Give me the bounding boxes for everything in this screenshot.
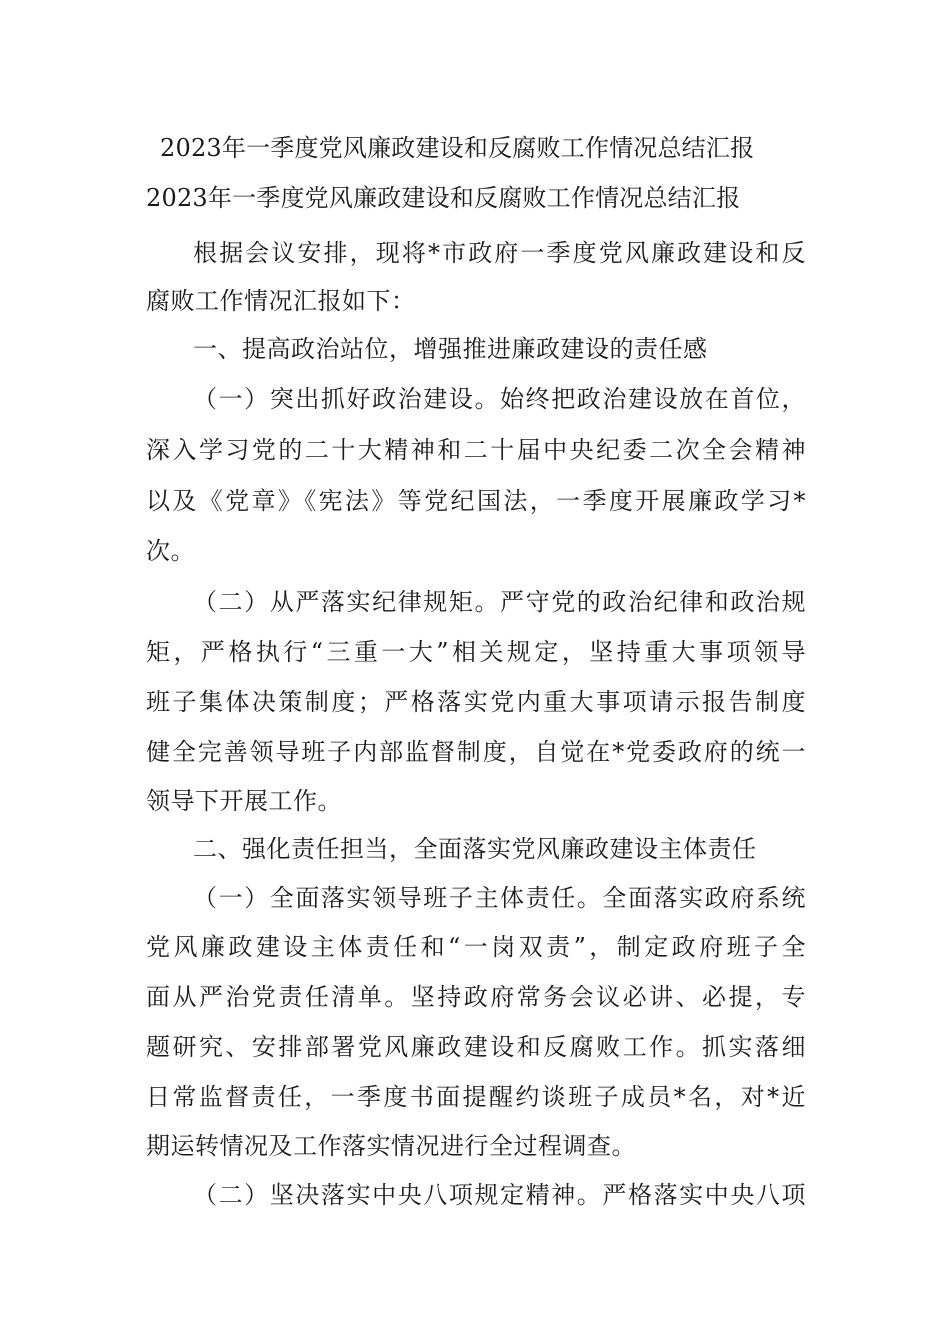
paragraph-line: 题研究、安排部署党风廉政建设和反腐败工作。抓实落细 bbox=[146, 1033, 806, 1061]
paragraph-line: （二）坚决落实中央八项规定精神。严格落实中央八项 bbox=[193, 1181, 806, 1209]
document-title: 2023年一季度党风廉政建设和反腐败工作情况总结汇报 bbox=[160, 134, 755, 162]
paragraph-line: 深入学习党的二十大精神和二十届中央纪委二次全会精神 bbox=[146, 436, 806, 464]
paragraph-line: 班子集体决策制度；严格落实党内重大事项请示报告制度 bbox=[146, 688, 806, 716]
paragraph-line: 次。 bbox=[146, 537, 195, 565]
paragraph-intro-line: 根据会议安排，现将*市政府一季度党风廉政建设和反 bbox=[193, 239, 806, 267]
paragraph-line: 日常监督责任，一季度书面提醒约谈班子成员*名，对*近 bbox=[146, 1083, 806, 1111]
section-heading-1: 一、提高政治站位，增强推进廉政建设的责任感 bbox=[193, 335, 708, 363]
paragraph-line: 领导下开展工作。 bbox=[146, 787, 342, 815]
paragraph-line: 健全完善领导班子内部监督制度，自觉在*党委政府的统一 bbox=[146, 738, 806, 766]
paragraph-line: （二）从严落实纪律规矩。严守党的政治纪律和政治规 bbox=[193, 588, 806, 616]
section-heading-2: 二、强化责任担当，全面落实党风廉政建设主体责任 bbox=[193, 835, 757, 863]
paragraph-intro-line: 腐败工作情况汇报如下： bbox=[146, 287, 416, 315]
paragraph-line: 面从严治党责任清单。坚持政府常务会议必讲、必提，专 bbox=[146, 983, 806, 1011]
paragraph-line: 期运转情况及工作落实情况进行全过程调查。 bbox=[146, 1132, 636, 1160]
paragraph-line: （一）突出抓好政治建设。始终把政治建设放在首位， bbox=[193, 385, 806, 413]
paragraph-line: 党风廉政建设主体责任和“一岗双责”，制定政府班子全 bbox=[146, 933, 806, 961]
paragraph-line: （一）全面落实领导班子主体责任。全面落实政府系统 bbox=[193, 884, 806, 912]
paragraph-line: 以及《党章》《宪法》等党纪国法，一季度开展廉政学习* bbox=[146, 487, 806, 515]
paragraph-line: 矩，严格执行“三重一大”相关规定，坚持重大事项领导 bbox=[146, 638, 806, 666]
document-subtitle: 2023年一季度党风廉政建设和反腐败工作情况总结汇报 bbox=[146, 184, 741, 212]
